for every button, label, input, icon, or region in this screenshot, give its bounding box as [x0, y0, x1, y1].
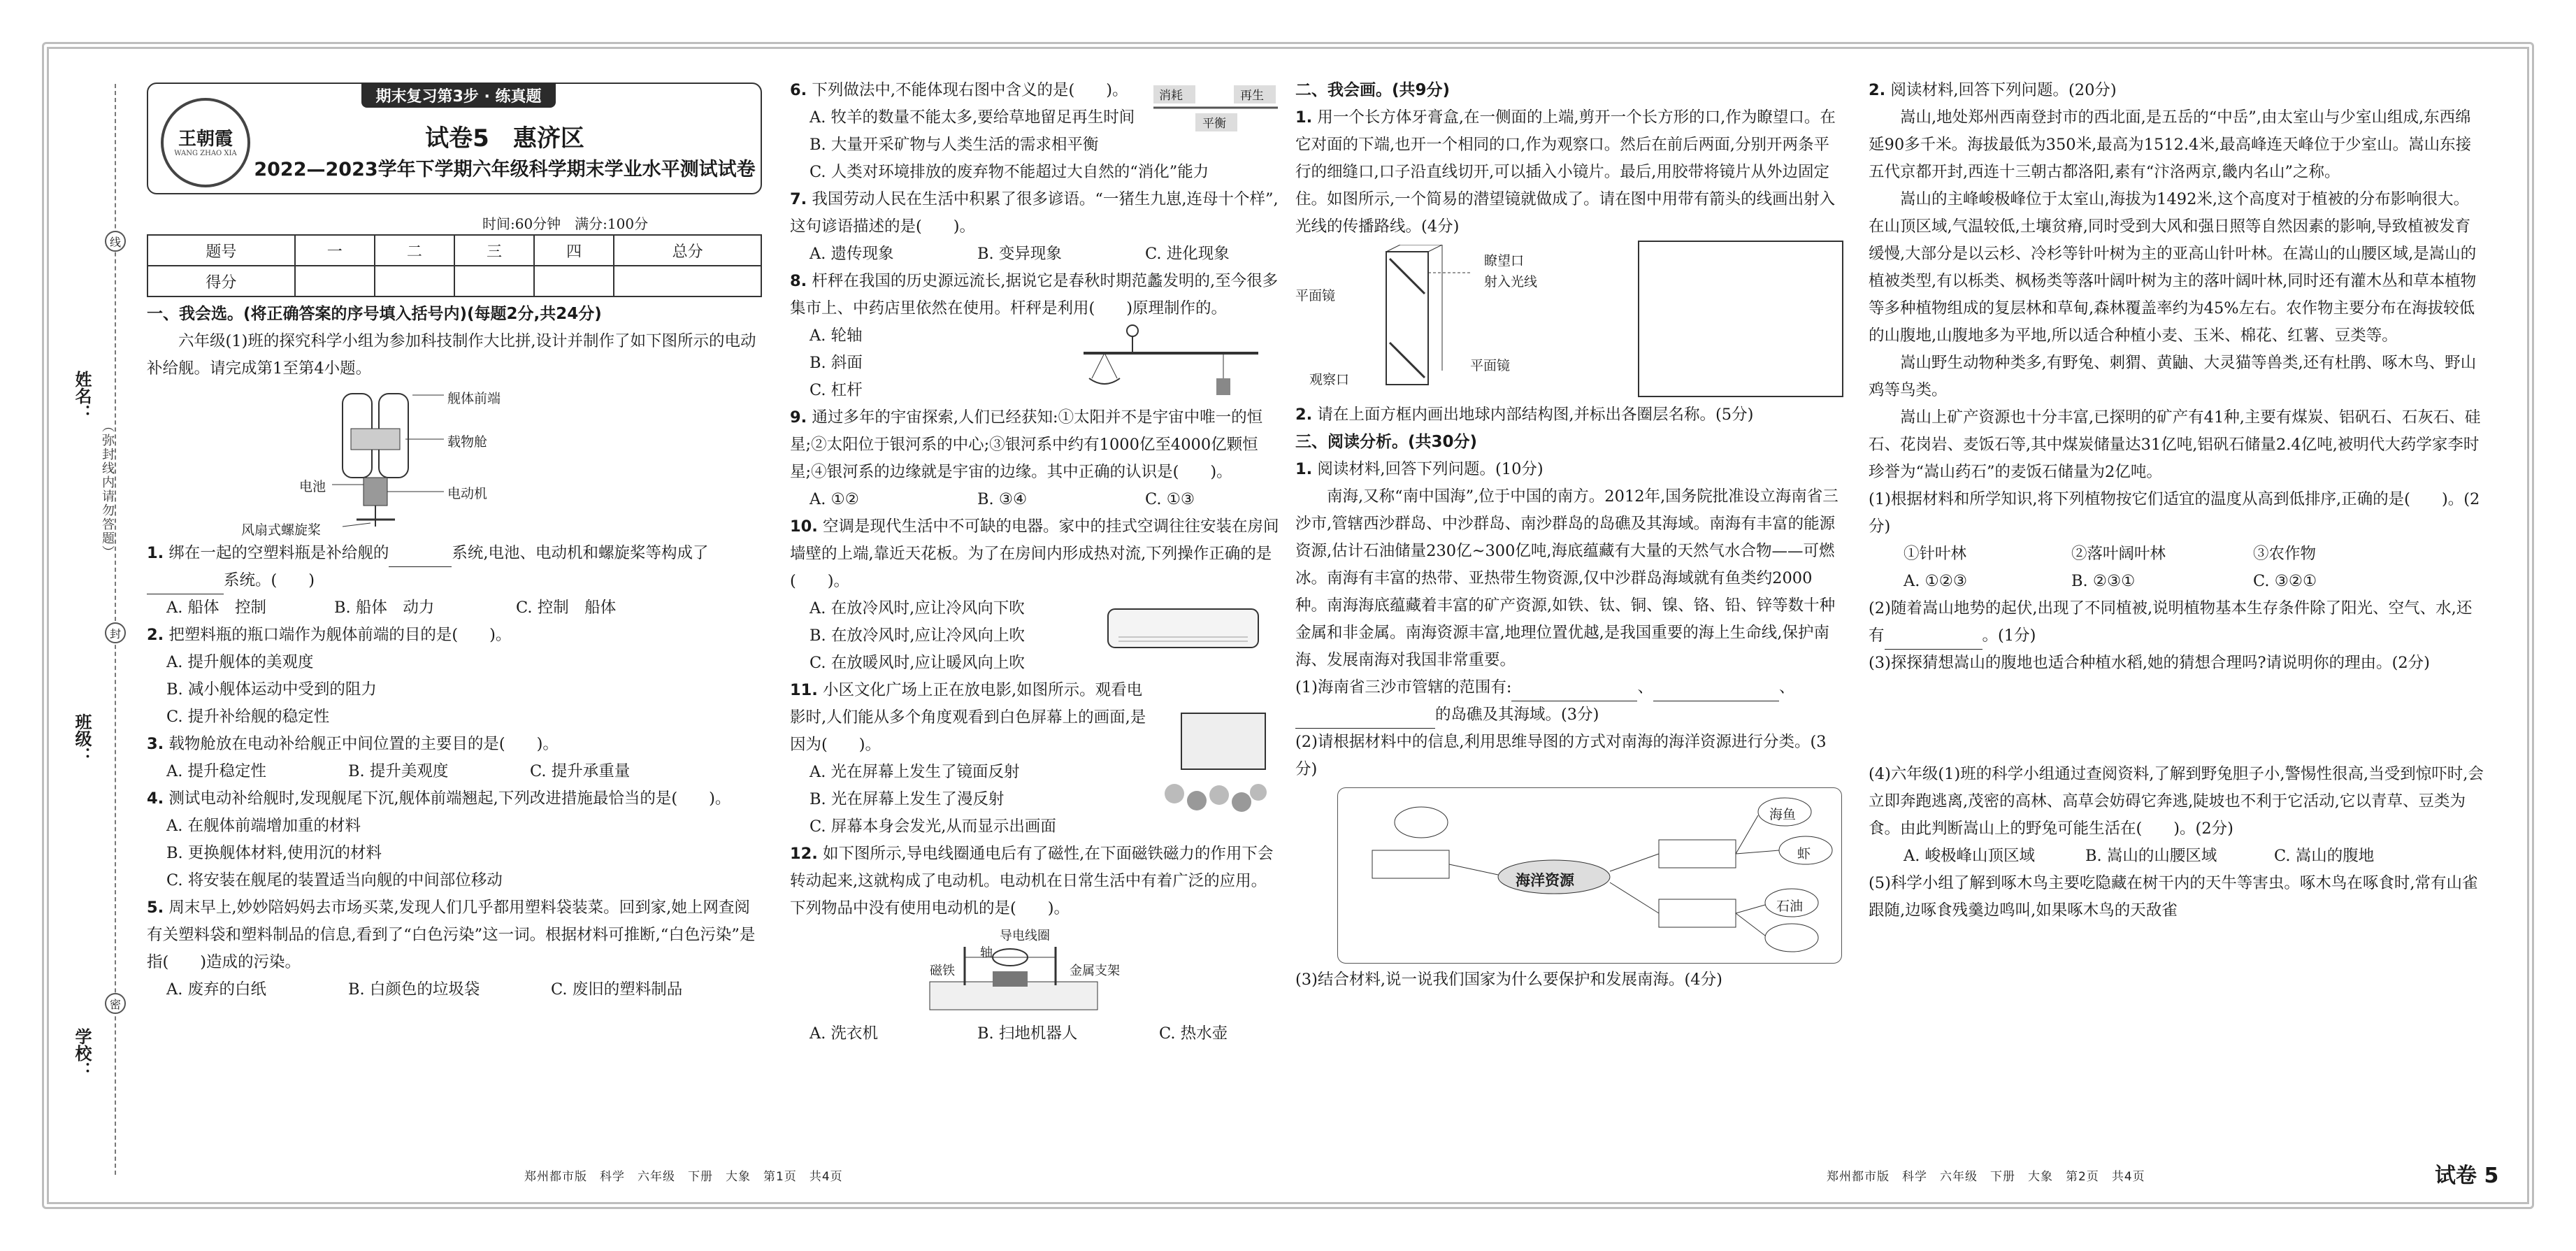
name-label: 姓名：: [72, 371, 92, 421]
balance-figure: [1153, 80, 1279, 136]
fig-label: 瞭望口: [1484, 253, 1525, 269]
sub-question: (3)结合材料,说一说我们国家为什么要保护和发展南海。(4分): [1295, 971, 1722, 989]
seal-mark-line: 线: [105, 231, 126, 252]
score-cell[interactable]: [454, 266, 534, 296]
periscope-area: [1295, 241, 1841, 401]
question-10: 10. 空调是现代生活中不可缺的电器。家中的挂式空调往往安装在房间墙壁的上端,靠近天花板。为了在房间内形成热对流,下列操作正确的是( )。: [790, 517, 1279, 590]
section-title: 三、阅读分析。(共30分): [1295, 433, 1478, 451]
score-header-cell: 总分: [614, 235, 761, 266]
reading-paragraph: 嵩山野生动物种类多,有野兔、刺猬、黄鼬、大灵猫等兽类,还有杜鹃、啄木鸟、野山鸡等鸟类。: [1869, 354, 2477, 399]
options-row: [790, 486, 1279, 513]
sub-question: (2)请根据材料中的信息,利用思维导图的方式对南海的海洋资源进行分类。(3分): [1295, 733, 1827, 778]
score-header-cell: 一: [295, 235, 375, 266]
mindmap-drawing: [1337, 787, 1841, 962]
sub-question: (4)六年级(1)班的科学小组通过查阅资料,了解到野兔胆子小,警惕性很高,当受到惊吓时,会立即奔跑逃离,茂密的高林、高草会妨碍它奔逃,陡坡也不利于它活动,它以青草、豆类为食。由此判断嵩山上的野兔可能生活在( )。(2分): [1869, 765, 2484, 838]
option[interactable]: C. 嵩山的腹地: [2274, 847, 2375, 865]
exam-tag: 试卷 5: [2435, 1164, 2499, 1188]
binding-sidebar: [63, 63, 126, 1188]
option[interactable]: C. 热水壶: [1159, 1024, 1228, 1043]
draw-question-1: 1. 用一个长方体牙膏盒,在一侧面的上端,剪开一个长方形的口,作为瞭望口。在它对面的下端,也开一个相同的口,作为观察口。然后在前后两面,分别开两条平行的细缝口,口子沿直线切开,可以插入小镜片。最后,用胶带将镜片从外边固定住。如图所示,一个简易的潜望镜就做成了。请在图中用带有箭头的线画出射入光线的传播路线。(4分): [1295, 108, 1836, 236]
page-footer-right: 郑州都市版 科学 六年级 下册 大象 第2页 共4页: [1827, 1170, 2145, 1184]
options-row: [147, 976, 762, 1003]
sub-question: (1)根据材料和所学知识,将下列植物按它们适宜的温度从高到低排序,正确的是( )。(2分): [1869, 490, 2480, 536]
fig-label: 电动机: [447, 486, 488, 501]
mindmap-center: 海洋资源: [1516, 872, 1574, 889]
item: ①针叶林: [1904, 545, 1967, 563]
air-conditioner-figure: [1104, 602, 1265, 665]
item: ②落叶阔叶林: [2071, 545, 2166, 563]
fig-label: 平面镜: [1295, 288, 1336, 303]
page-two: [1288, 63, 2513, 1188]
option[interactable]: B. 变异现象: [977, 245, 1062, 263]
fig-label: 平面镜: [1470, 358, 1511, 373]
option[interactable]: C. 在放暖风时,应让暖风向上吹: [810, 654, 1025, 672]
options-row: [790, 241, 1279, 268]
question-12: 12. 如下图所示,导电线圈通电后有了磁性,在下面磁铁磁力的作用下会转动起来,这就构成了电动机。电动机在日常生活中有着广泛的应用。下列物品中没有使用电动机的是( )。: [790, 845, 1274, 917]
question-7: 7. 我国劳动人民在生活中积累了很多谚语。“一猪生九崽,连母十个样”,这句谚语描述的是( )。: [790, 190, 1279, 236]
option[interactable]: B. ②③①: [2071, 572, 2136, 590]
fig-label: 风扇式螺旋桨: [241, 522, 322, 538]
question-2: 2. 把塑料瓶的瓶口端作为舰体前端的目的是( )。: [147, 626, 512, 644]
mindmap-area: [1295, 783, 1841, 966]
option[interactable]: B. 船体 动力: [334, 599, 435, 617]
score-cell[interactable]: [534, 266, 614, 296]
score-header-cell: 二: [375, 235, 454, 266]
section-title: 二、我会画。(共9分): [1295, 81, 1451, 99]
fig-label: 磁铁: [930, 964, 955, 978]
sub-question: (2)随着嵩山地势的起伏,出现了不同植被,说明植物基本生存条件除了阳光、空气、水,还有 。(1分): [1869, 595, 2484, 650]
sub-question: (1)海南省三沙市管辖的范围有: 、 、: [1295, 674, 1841, 701]
mindmap-node: 虾: [1797, 846, 1811, 862]
column-4: [1869, 77, 2484, 924]
fig-label: 轴: [980, 945, 993, 960]
option[interactable]: B. 在放冷风时,应让冷风向上吹: [810, 627, 1025, 645]
column-1: [147, 301, 762, 1003]
option[interactable]: A. 在放冷风时,应让冷风向下吹: [810, 599, 1025, 617]
option[interactable]: C. ①③: [1145, 490, 1195, 508]
logo-sub: WANG ZHAO XIA: [174, 149, 237, 157]
score-header-row: [147, 235, 761, 266]
page-footer-left: 郑州都市版 科学 六年级 下册 大象 第1页 共4页: [524, 1170, 843, 1184]
score-cell[interactable]: [375, 266, 454, 296]
question-11: 11. 小区文化广场上正在放电影,如图所示。观看电影时,人们能从多个角度观看到白色屏幕上的画面,是因为( )。: [790, 681, 1146, 754]
section-intro: 六年级(1)班的探究科学小组为参加科技制作大比拼,设计并制作了如下图所示的电动补给舰。请完成第1至第4小题。: [147, 332, 756, 378]
question-4: 4. 测试电动补给舰时,发现舰尾下沉,舰体前端翘起,下列改进措施最恰当的是( )。: [147, 789, 731, 808]
sub-question: (3)探探猜想嵩山的腹地也适合种植水稻,她的猜想合理吗?请说明你的理由。(2分): [1869, 654, 2430, 672]
reading-paragraph: 嵩山,地处郑州西南登封市的西北面,是五岳的“中岳”,由太室山与少室山组成,东西绵延90多千米。海拔最低为350米,最高为1512.4米,最高峰连天峰位于少室山。嵩山东接五代京都开封,西连十三朝古都洛阳,素有“汴洛两京,畿内名山”之称。: [1869, 108, 2472, 181]
drawing-answer-box[interactable]: [1638, 241, 1843, 397]
option[interactable]: B. 扫地机器人: [977, 1024, 1078, 1043]
school-label: 学校：: [72, 1028, 92, 1078]
score-row-label: 得分: [147, 266, 295, 296]
option[interactable]: A. 洗衣机: [810, 1024, 879, 1043]
exam-header: [147, 83, 762, 194]
option[interactable]: A. 废弃的白纸: [166, 980, 267, 999]
option[interactable]: C. 控制 船体: [516, 599, 617, 617]
option[interactable]: B. 更换舰体材料,使用沉的材料: [166, 844, 382, 862]
fig-label: 电池: [299, 479, 326, 494]
option[interactable]: A. 提升舰体的美观度: [166, 653, 314, 671]
question-8: 8. 杆秤在我国的历史源远流长,据说它是春秋时期范蠡发明的,至今很多集市上、中药店里依然在使用。杆秤是利用( )原理制作的。: [790, 272, 1279, 317]
movie-screen-figure: [1153, 710, 1272, 829]
question-6: 6. 下列做法中,不能体现右图中含义的是( )。: [790, 81, 1128, 99]
option[interactable]: C. 进化现象: [1145, 245, 1230, 263]
reading-question-1: 1. 阅读材料,回答下列问题。(10分): [1295, 460, 1544, 478]
options-row: [790, 1020, 1279, 1048]
page-one: [63, 63, 1288, 1188]
mindmap-node: 海鱼: [1769, 807, 1797, 822]
score-header-cell: 四: [534, 235, 614, 266]
header-banner: 期末复习第3步 · 练真题: [361, 83, 556, 108]
option[interactable]: A. 船体 控制: [166, 599, 267, 617]
sub-question-cont: 的岛礁及其海域。(3分): [1295, 701, 1841, 729]
exam-title: 试卷5 惠济区: [425, 124, 584, 152]
question-11-options: [790, 759, 1279, 841]
question-3: 3. 载物舱放在电动补给舰正中间位置的主要目的是( )。: [147, 735, 559, 753]
option[interactable]: B. 斜面: [810, 354, 863, 372]
fig-label: 平衡: [1202, 117, 1226, 131]
seal-mark-mi: 密: [105, 993, 126, 1014]
reading-question-2: 2. 阅读材料,回答下列问题。(20分): [1869, 81, 2117, 99]
fig-label: 载物舱: [447, 434, 488, 450]
items-row: [1869, 541, 2484, 568]
option[interactable]: A. 光在屏幕上发生了镜面反射: [810, 763, 1020, 781]
option[interactable]: B. 减小舰体运动中受到的阻力: [166, 680, 377, 699]
options-row: [1869, 843, 2484, 870]
item: ③农作物: [2253, 545, 2317, 563]
column-2: [790, 77, 1279, 1048]
option[interactable]: C. 杠杆: [810, 381, 863, 399]
fig-label: 观察口: [1309, 372, 1350, 387]
exam-sheet: [63, 63, 2513, 1188]
options-row: [1869, 568, 2484, 595]
supply-ship-drawing: [315, 387, 552, 537]
seal-note: （弥封线内请勿答题）: [100, 420, 115, 559]
question-5: 5. 周末早上,妙妙陪妈妈去市场买菜,发现人们几乎都用塑料袋装菜。回到家,她上网查阅有关塑料袋和塑料制品的信息,看到了“白色污染”这一词。根据材料可推断,“白色污染”是指( )造成的污染。: [147, 899, 756, 971]
answer-blank[interactable]: [389, 566, 452, 567]
fig-label: 再生: [1240, 89, 1264, 103]
option[interactable]: A. 轮轴: [810, 327, 863, 345]
question-9: 9. 通过多年的宇宙探索,人们已经获知:①太阳并不是宇宙中唯一的恒星;②太阳位于银河系的中心;③银河系中约有1000亿至4000亿颗恒星;④银河系的边缘就是宇宙的边缘。其中正确的认识是( )。: [790, 408, 1263, 481]
option[interactable]: A. 峻极峰山顶区域: [1904, 847, 2036, 865]
fig-label: 导电线圈: [1000, 929, 1050, 943]
question-1: 1. 绑在一起的空塑料瓶是补给舰的 系统,电池、电动机和螺旋桨等构成了系统。( ): [147, 540, 762, 594]
option[interactable]: B. 白颜色的垃圾袋: [348, 980, 480, 999]
section-title: 一、我会选。(将正确答案的序号填入括号内)(每题2分,共24分): [147, 305, 602, 323]
mindmap-node: 石油: [1776, 899, 1804, 914]
options-row: [147, 758, 762, 785]
answer-space[interactable]: [1869, 677, 2484, 761]
score-row: [147, 266, 761, 296]
fig-label: 金属支架: [1070, 964, 1120, 978]
options-row: [147, 594, 762, 622]
option[interactable]: C. 提升补给舰的稳定性: [166, 708, 330, 726]
score-header-cell: 题号: [147, 235, 295, 266]
option[interactable]: A. 牧羊的数量不能太多,要给草地留足再生时间: [810, 108, 1135, 127]
question-10-options: [790, 595, 1279, 677]
option[interactable]: A. 遗传现象: [810, 245, 894, 263]
option[interactable]: C. 将安装在舰尾的装置适当向舰的中间部位移动: [166, 871, 503, 889]
option[interactable]: C. 提升承重量: [530, 762, 631, 780]
question-8-options: [790, 322, 1279, 404]
option[interactable]: C. 废旧的塑料制品: [551, 980, 683, 999]
score-cell[interactable]: [295, 266, 375, 296]
brand-logo: [161, 98, 250, 187]
option[interactable]: C. ③②①: [2253, 572, 2317, 590]
option[interactable]: A. ①②: [810, 490, 859, 508]
option[interactable]: C. 人类对环境排放的废弃物不能超过大自然的“消化”能力: [810, 163, 1209, 181]
fig-label: 舰体前端: [447, 391, 501, 406]
reading-paragraph: 嵩山的主峰峻极峰位于太室山,海拔为1492米,这个高度对于植被的分布影响很大。在山顶区域,气温较低,土壤贫瘠,同时受到大风和强日照等自然因素的影响,导致植被发育缓慢,大部分是以云杉、冷杉等针叶树为主的亚高山针叶林。在嵩山的山腰区域,是嵩山的植被类型,有以栎类、枫杨类等落叶阔叶树为主的落叶阔叶林,同时还有灌木丛和草本植物等多种植物组成的复层林和草甸,森林覆盖率约为45%左右。农作物主要分布在海拔较低的山腹地,山腹地多为平地,所以适合种植小麦、玉米、棉花、红薯、豆类等。: [1869, 190, 2477, 345]
option[interactable]: B. 大量开采矿物与人类生活的需求相平衡: [810, 136, 1099, 154]
motor-figure: [790, 922, 1279, 1020]
logo-text: 王朝霞: [178, 128, 233, 150]
score-table: [147, 234, 762, 297]
option[interactable]: B. ③④: [977, 490, 1028, 508]
fig-label: 射入光线: [1484, 274, 1538, 289]
fig-label: 消耗: [1159, 89, 1183, 103]
option[interactable]: C. 屏幕本身会发光,从而显示出画面: [810, 817, 1056, 836]
class-label: 班级：: [72, 713, 92, 764]
reading-paragraph: 嵩山上矿产资源也十分丰富,已探明的矿产有41种,主要有煤炭、铝矾石、石灰石、硅石、花岗岩、麦饭石等,其中煤炭储量达31亿吨,铝矾石储量2.4亿吨,被明代大药学家李时珍誉为“嵩山药石”的麦饭石储量为2亿吨。: [1869, 408, 2481, 481]
score-cell[interactable]: [614, 266, 761, 296]
time-info: 时间:60分钟 满分:100分: [482, 215, 649, 232]
option[interactable]: A. 提升稳定性: [166, 762, 267, 780]
sub-question: (5)科学小组了解到啄木鸟主要吃隐藏在树干内的天牛等害虫。啄木鸟在啄食时,常有山雀跟随,边啄食残羹边鸣叫,如果啄木鸟的天敌雀: [1869, 874, 2478, 920]
option[interactable]: B. 光在屏幕上发生了漫反射: [810, 790, 1005, 808]
draw-question-2: 2. 请在上面方框内画出地球内部结构图,并标出各圈层名称。(5分): [1295, 406, 1754, 424]
supply-ship-figure: [147, 383, 762, 540]
option[interactable]: A. 在舰体前端增加重的材料: [166, 817, 361, 835]
reading-passage: 南海,又称“南中国海”,位于中国的南方。2012年,国务院批准设立海南省三沙市,管辖西沙群岛、中沙群岛、南沙群岛的岛礁及其海域。南海有丰富的能源资源,估计石油储量230亿~300亿吨,海底蕴藏有大量的天然气水合物——可燃冰。南海有丰富的热带、亚热带生物资源,仅中沙群岛海域就有鱼类约2000种。南海海底蕴藏着丰富的矿产资源,如铁、钛、铜、镍、铬、铅、锌等数十种金属和非金属。南海资源丰富,地理位置优越,是我国重要的海上生命线,保护南海、发展南海对我国非常重要。: [1295, 487, 1839, 669]
option[interactable]: A. ①②③: [1904, 572, 1968, 590]
option[interactable]: B. 嵩山的山腰区域: [2085, 847, 2217, 865]
option[interactable]: B. 提升美观度: [348, 762, 449, 780]
exam-subtitle: 2022—2023学年下学期六年级科学期末学业水平测试试卷: [254, 159, 756, 180]
seal-mark-seal: 封: [105, 622, 126, 643]
column-3: [1295, 77, 1841, 994]
score-header-cell: 三: [454, 235, 534, 266]
steelyard-figure: [1084, 322, 1265, 401]
